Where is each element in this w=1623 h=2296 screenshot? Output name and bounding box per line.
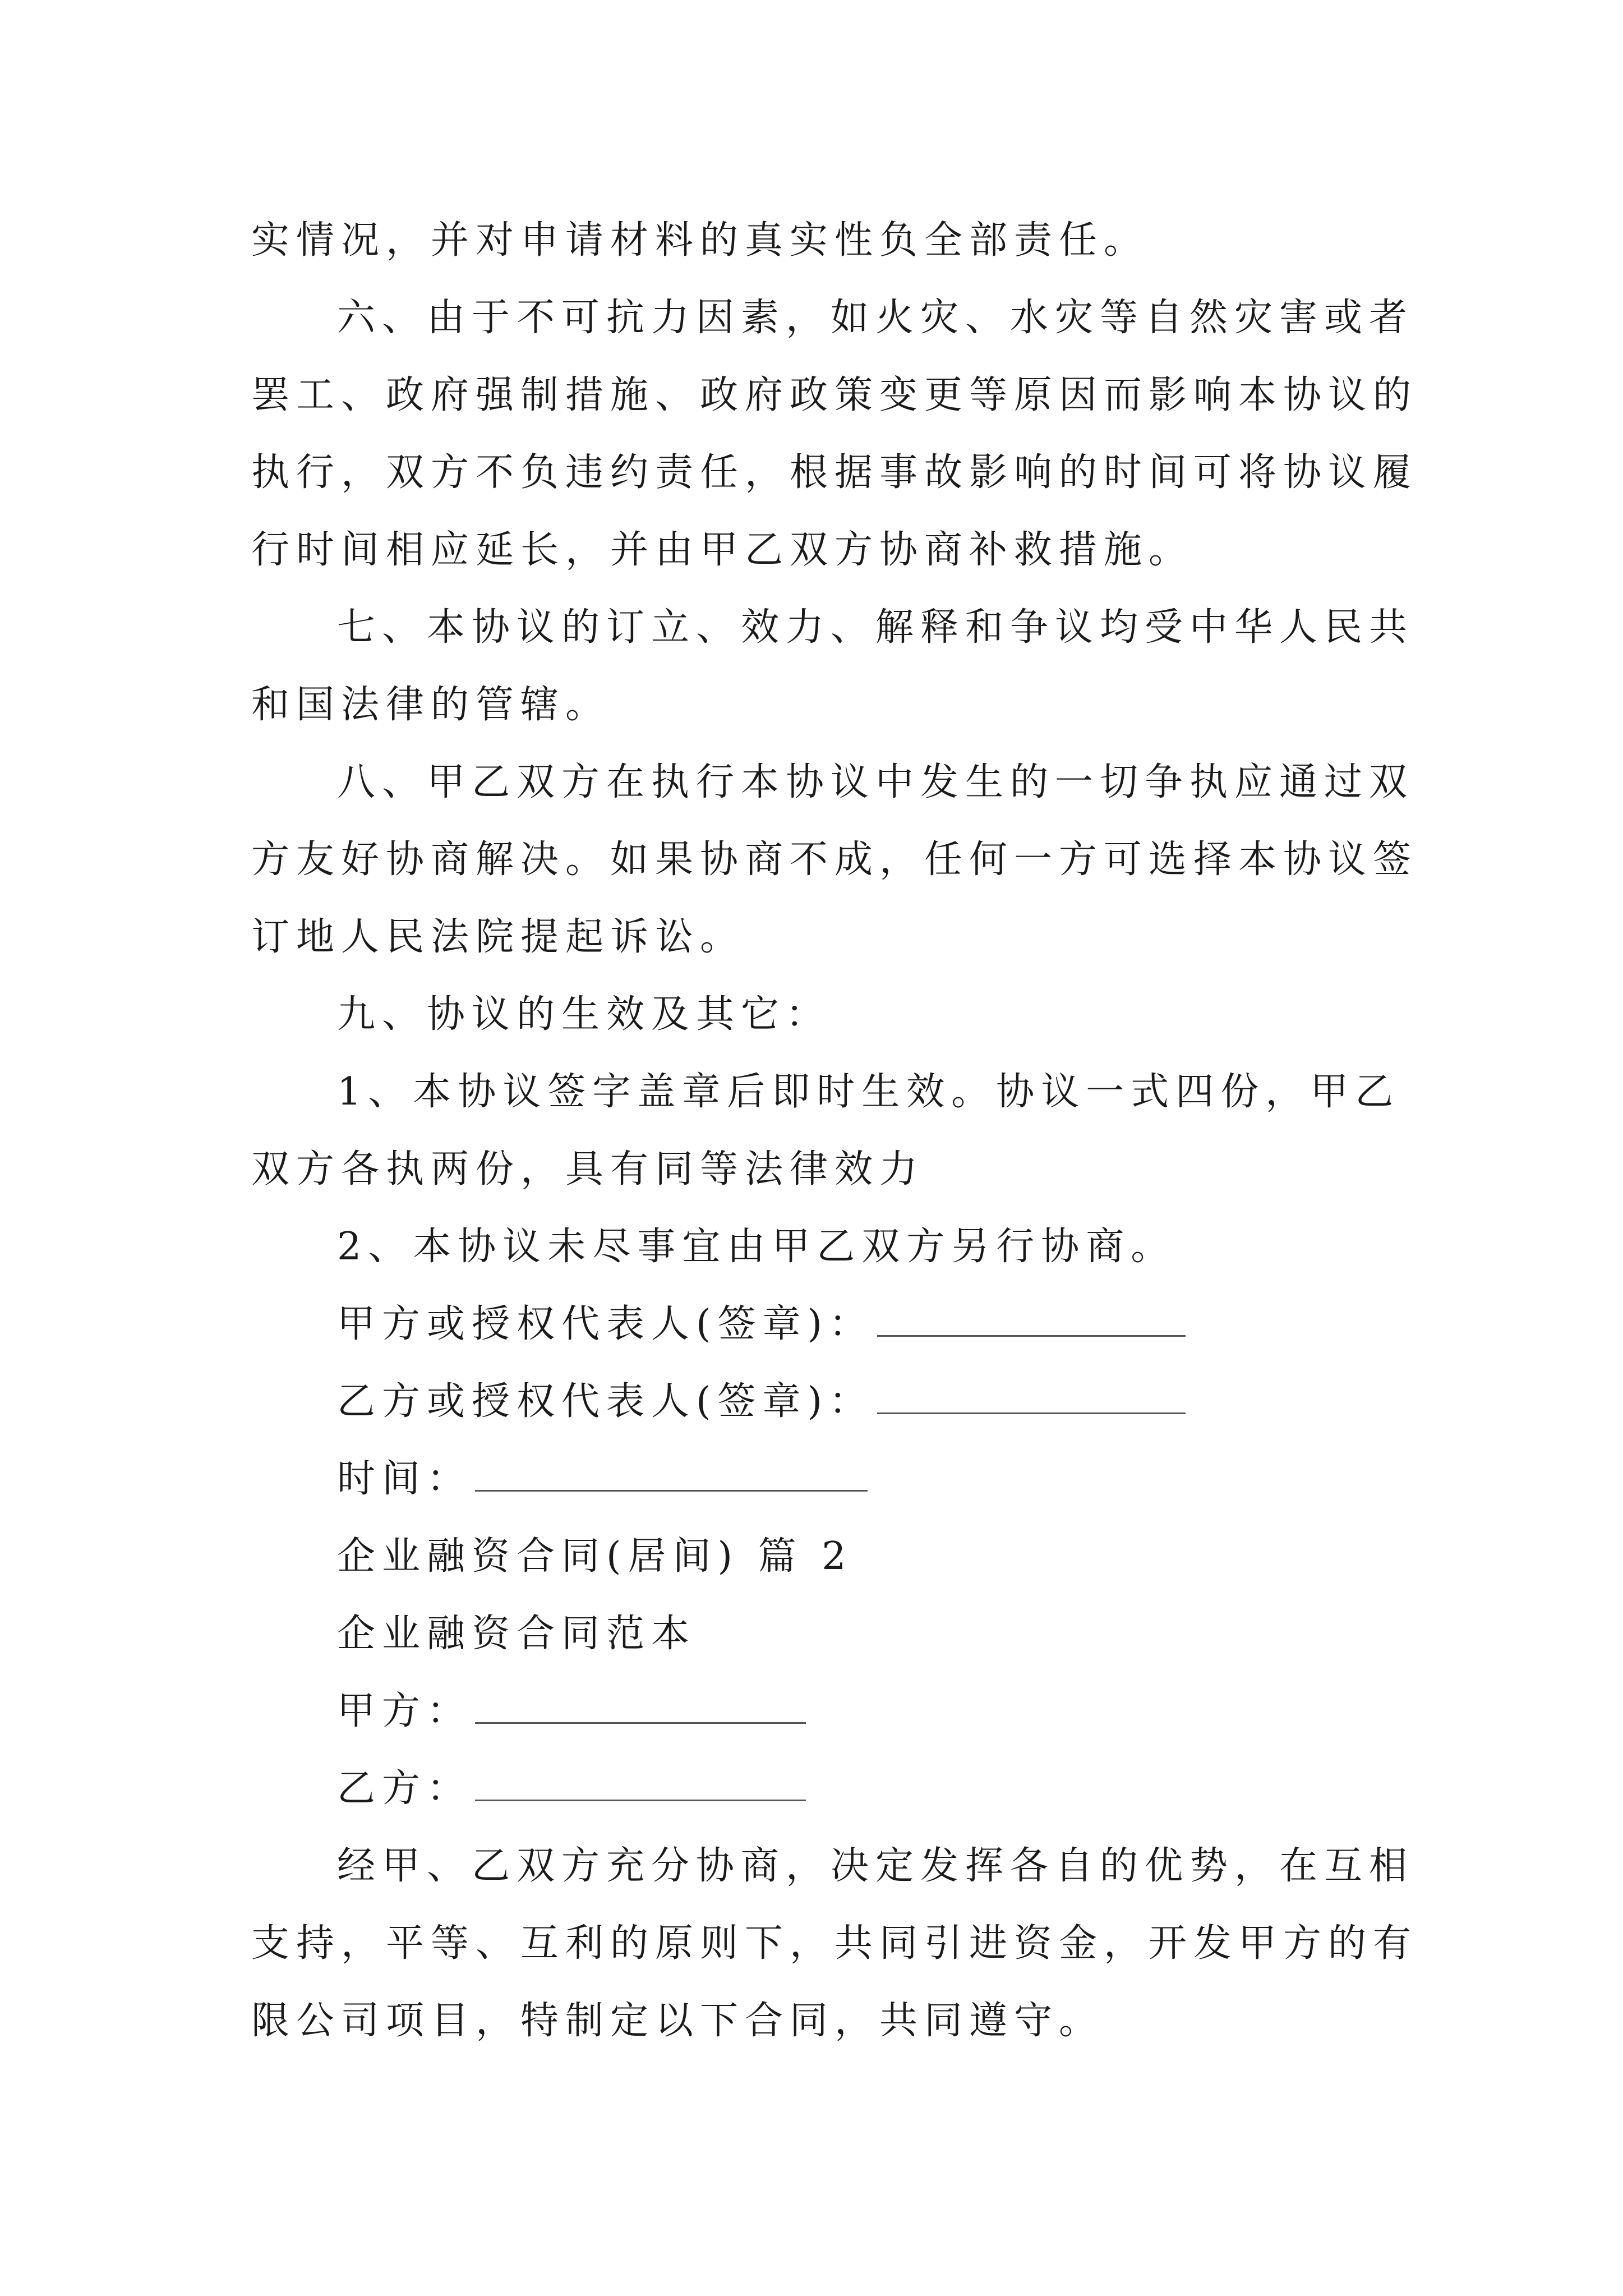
paragraph-line: 和国法律的管辖。 <box>251 683 611 727</box>
party-blank <box>475 1695 806 1724</box>
signature-label: 乙方或授权代表人(签章)： <box>337 1379 874 1424</box>
paragraph-line: 2、本协议未尽事宜由甲乙双方另行协商。 <box>337 1225 1176 1269</box>
party-b-line <box>251 1750 1390 1828</box>
party-label: 甲方： <box>337 1689 472 1733</box>
party-a-line <box>251 1673 1390 1750</box>
paragraph-line: 六、由于不可抗力因素，如火灾、水灾等自然灾害或者 <box>337 296 1414 340</box>
paragraph-line: 七、本协议的订立、效力、解释和争议均受中华人民共 <box>337 605 1414 650</box>
party-label: 乙方： <box>337 1766 472 1811</box>
paragraph-line: 执行，双方不负违约责任，根据事故影响的时间可将协议履 <box>251 450 1418 495</box>
signature-line-party-a <box>251 1286 1390 1363</box>
paragraph-line: 九、协议的生效及其它： <box>337 992 831 1037</box>
section-heading: 企业融资合同(居间) 篇 2 <box>337 1534 853 1579</box>
time-blank <box>475 1463 868 1492</box>
section-subheading: 企业融资合同范本 <box>337 1612 697 1656</box>
paragraph-line: 方友好协商解决。如果协商不成，任何一方可选择本协议签 <box>251 838 1418 882</box>
signature-blank <box>877 1386 1186 1414</box>
paragraph-line: 限公司项目，特制定以下合同，共同遵守。 <box>251 1999 1104 2043</box>
paragraph-line: 支持，平等、互利的原则下，共同引进资金，开发甲方的有 <box>251 1921 1418 1966</box>
signature-blank <box>877 1308 1186 1337</box>
paragraph-line: 行时间相应延长，并由甲乙双方协商补救措施。 <box>251 528 1194 572</box>
party-blank <box>475 1773 806 1801</box>
paragraph-line: 八、甲乙双方在执行本协议中发生的一切争执应通过双 <box>337 760 1414 804</box>
paragraph-line: 经甲、乙双方充分协商，决定发挥各自的优势，在互相 <box>337 1844 1414 1888</box>
time-label: 时间： <box>337 1457 472 1501</box>
document-body <box>251 202 1418 2060</box>
paragraph-line: 1、本协议签字盖章后即时生效。协议一式四份，甲乙 <box>337 1070 1400 1114</box>
signature-label: 甲方或授权代表人(签章)： <box>337 1302 874 1346</box>
time-line <box>251 1441 1390 1518</box>
paragraph-line: 罢工、政府强制措施、政府政策变更等原因而影响本协议的 <box>251 373 1418 417</box>
paragraph-line: 订地人民法院提起诉讼。 <box>251 915 745 959</box>
paragraph-line: 双方各执两份，具有同等法律效力 <box>251 1147 925 1191</box>
signature-line-party-b <box>251 1363 1390 1441</box>
paragraph-line: 实情况，并对申请材料的真实性负全部责任。 <box>251 218 1149 263</box>
